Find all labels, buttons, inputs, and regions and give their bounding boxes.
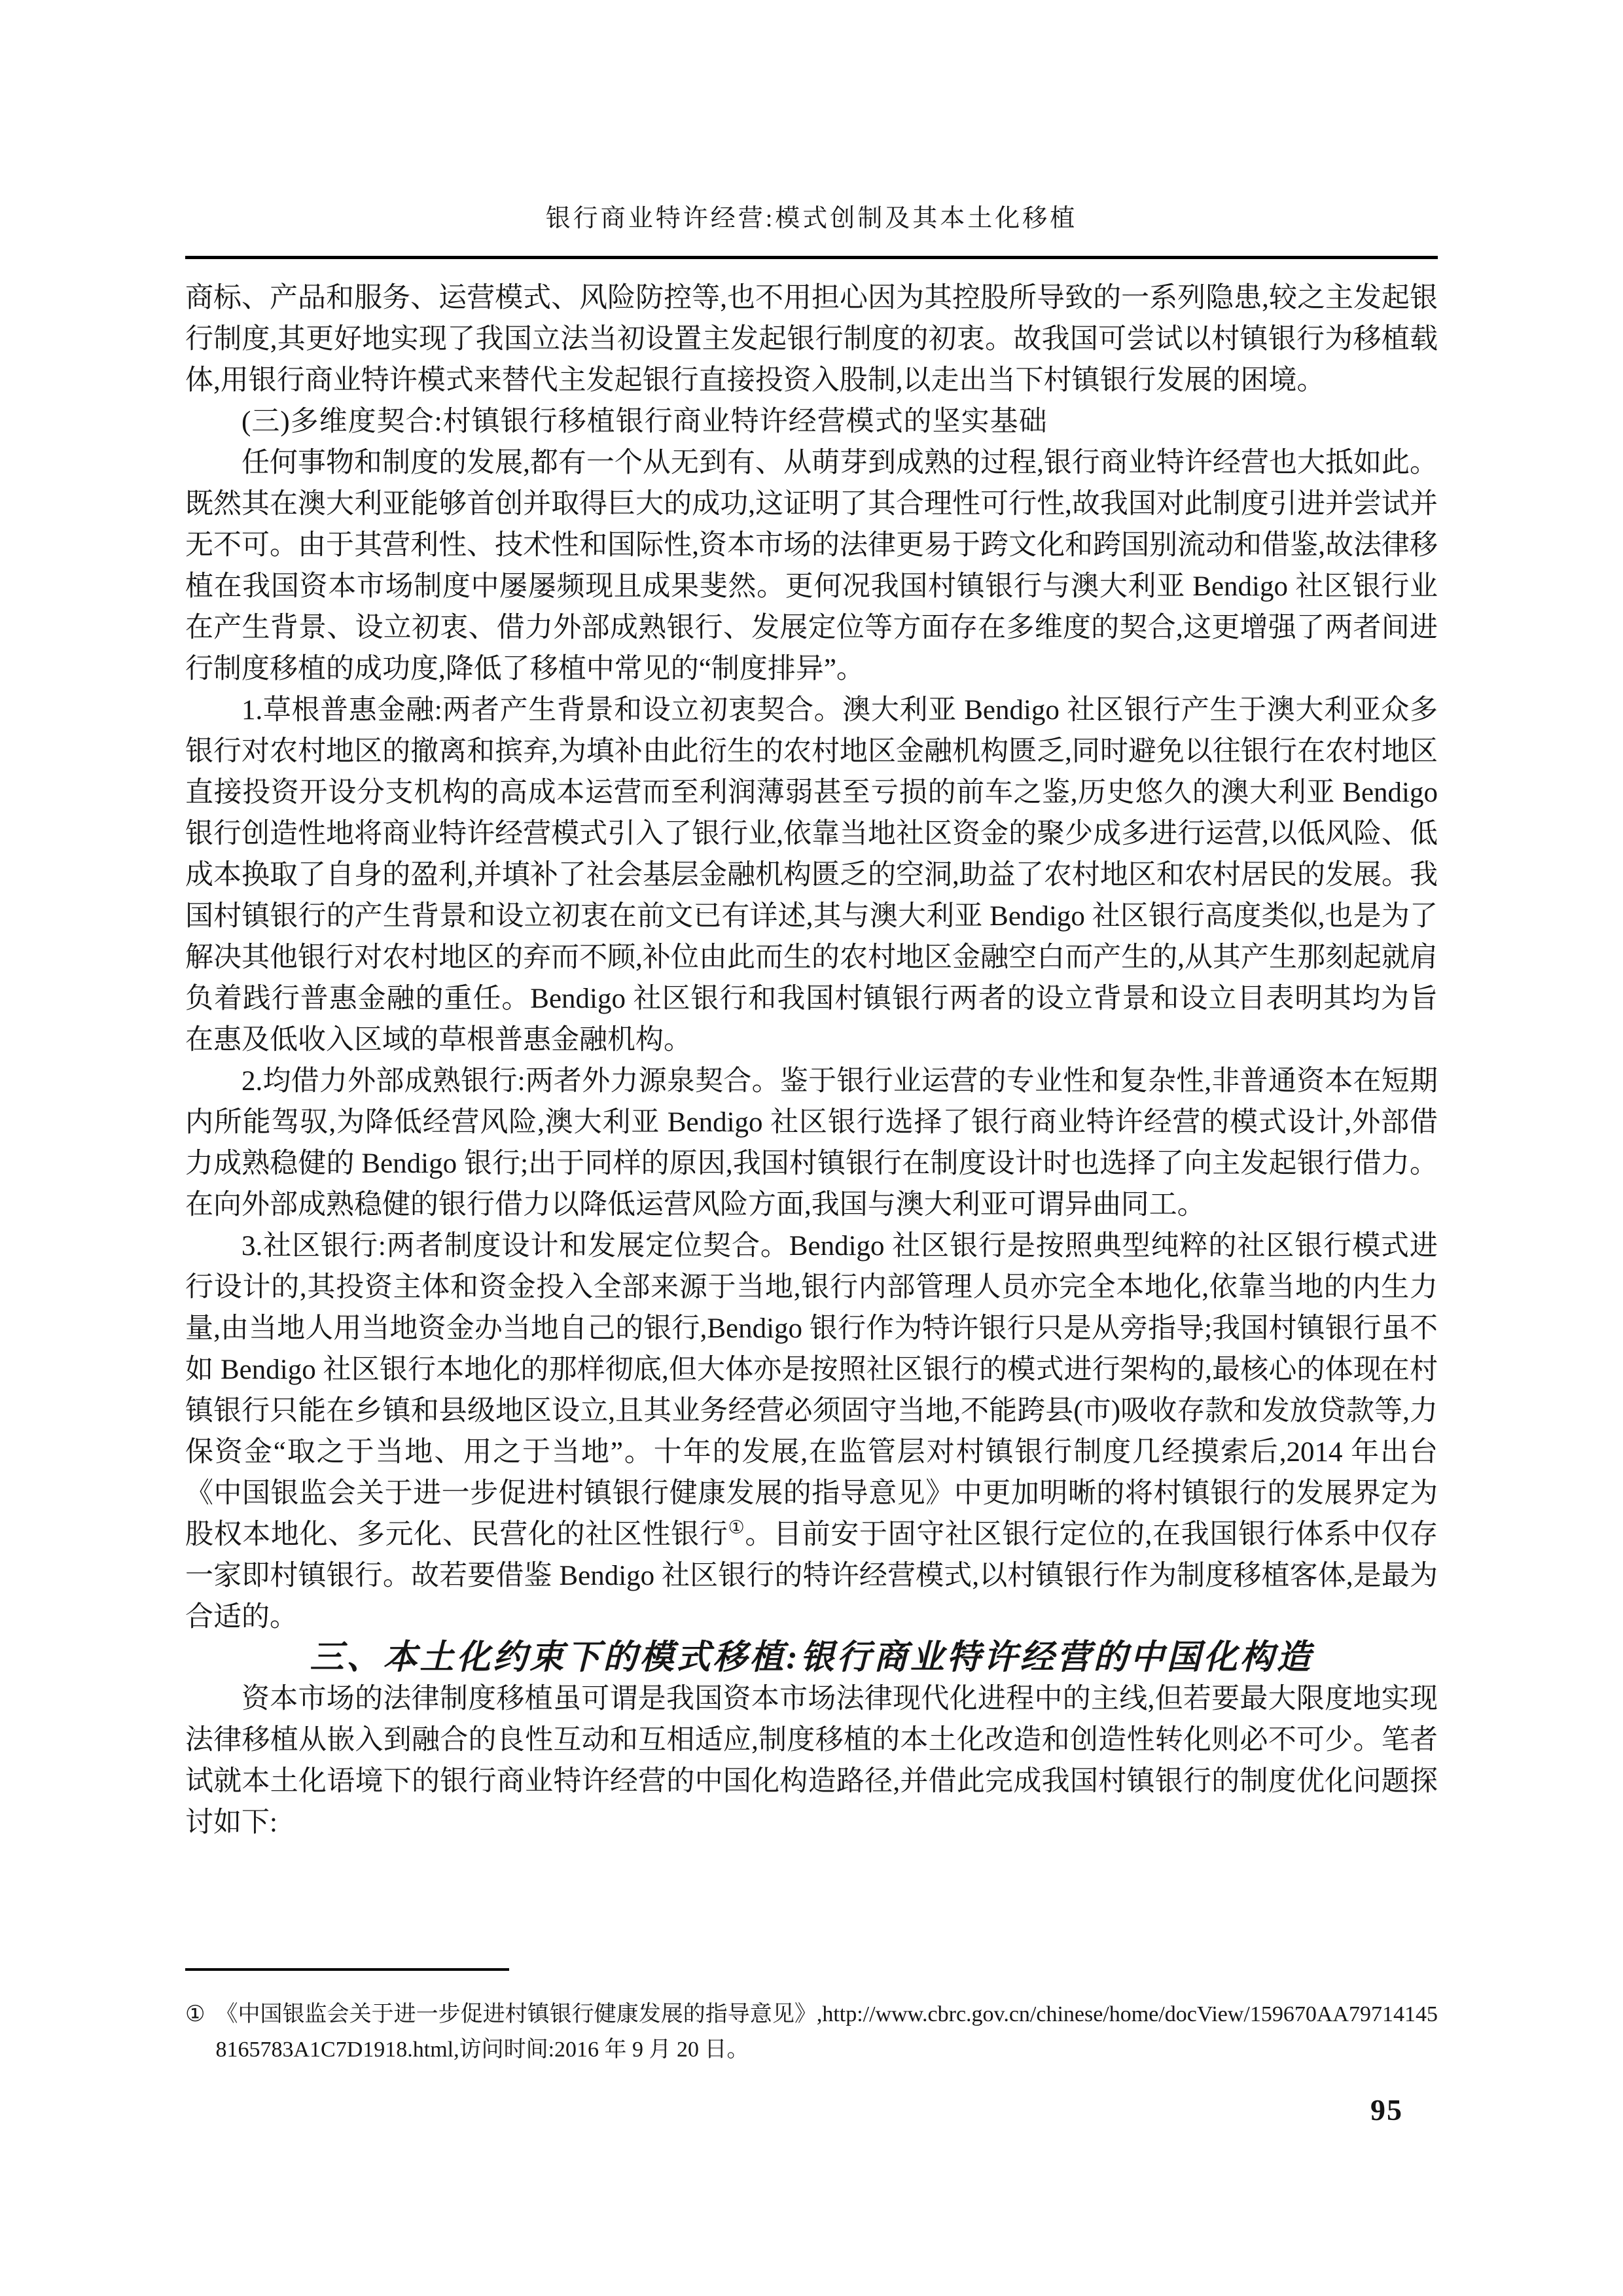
paragraph-point3-community-bank [185, 1226, 1438, 1638]
footnote-separator-rule [185, 1968, 509, 1971]
paragraph-point1-grassroots-finance: 1.草根普惠金融:两者产生背景和设立初衷契合。澳大利亚 Bendigo 社区银行产生于澳大利亚众多银行对农村地区的撤离和摈弃,为填补由此衍生的农村地区金融机构匮乏,同时避免以往银行在农村地区直接投资开设分支机构的高成本运营而至利润薄弱甚至亏损的前车之鉴,历史悠久的澳大利亚 Bendigo 银行创造性地将商业特许经营模式引入了银行业,依靠当地社区资金的聚少成多进行运营,以低风险、低成本换取了自身的盈利,并填补了社会基层金融机构匮乏的空洞,助益了农村地区和农村居民的发展。我国村镇银行的产生背景和设立初衷在前文已有详述,其与澳大利亚 Bendigo 社区银行高度类似,也是为了解决其他银行对农村地区的弃而不顾,补位由此而生的农村地区金融空白而产生的,从其产生那刻起就肩负着践行普惠金融的重任。Bendigo 社区银行和我国村镇银行两者的设立背景和设立目表明其均为旨在惠及低收入区域的草根普惠金融机构。 [185, 695, 1438, 1055]
paragraph-point2-external-banks: 2.均借力外部成熟银行:两者外力源泉契合。鉴于银行业运营的专业性和复杂性,非普通资本在短期内所能驾驭,为降低经营风险,澳大利亚 Bendigo 社区银行选择了银行商业特许经营的模式设计,外部借力成熟稳健的 Bendigo 银行;出于同样的原因,我国村镇银行在制度设计时也选择了向主发起银行借力。在向外部成熟稳健的银行借力以降低运营风险方面,我国与澳大利亚可谓异曲同工。 [185, 1066, 1438, 1220]
paragraph-continuation: 商标、产品和服务、运营模式、风险防控等,也不用担心因为其控股所导致的一系列隐患,较之主发起银行制度,其更好地实现了我国立法当初设置主发起银行制度的初衷。故我国可尝试以村镇银行为移植载体,用银行商业特许模式来替代主发起银行直接投资入股制,以走出当下村镇银行发展的困境。 [185, 283, 1438, 396]
footnote-text: 《中国银监会关于进一步促进村镇银行健康发展的指导意见》,http://www.cbrc.gov.cn/chinese/home/docView/159670AA797141458165783A1C7D1918.html,访问时间:2016 年 9 月 20 日。 [215, 2002, 1438, 2062]
running-head-title: 银行商业特许经营:模式创制及其本土化移植 [545, 205, 1078, 232]
paragraph-closing: 资本市场的法律制度移植虽可谓是我国资本市场法律现代化进程中的主线,但若要最大限度地实现法律移植从嵌入到融合的良性互动和互相适应,制度移植的本土化改造和创造性转化则必不可少。笔者试就本土化语境下的银行商业特许经营的中国化构造路径,并借此完成我国村镇银行的制度优化问题探讨如下: [185, 1684, 1438, 1838]
footnote-marker: ① [185, 2002, 205, 2026]
subsection-heading: (三)多维度契合:村镇银行移植银行商业特许经营模式的坚实基础 [241, 406, 1048, 437]
footnote-reference-mark: ① [728, 1517, 745, 1538]
header-rule [185, 256, 1438, 259]
point3-text-before-footnote: 3.社区银行:两者制度设计和发展定位契合。Bendigo 社区银行是按照典型纯粹的社区银行模式进行设计的,其投资主体和资金投入全部来源于当地,银行内部管理人员亦完全本地化,依靠当地的内生力量,由当地人用当地资金办当地自己的银行,Bendigo 银行作为特许银行只是从旁指导;我国村镇银行虽不如 Bendigo 社区银行本地化的那样彻底,但大体亦是按照社区银行的模式进行架构的,最核心的体现在村镇银行只能在乡镇和县级地区设立,且其业务经营必须固守当地,不能跨县(市)吸收存款和发放贷款等,力保资金“取之于当地、用之于当地”。十年的发展,在监管层对村镇银行制度几经摸索后,2014 年出台《中国银监会关于进一步促进村镇银行健康发展的指导意见》中更加明晰的将村镇银行的发展界定为股权本地化、多元化、民营化的社区性银行 [185, 1231, 1438, 1550]
section-heading: 三、本土化约束下的模式移植:银行商业特许经营的中国化构造 [310, 1639, 1313, 1676]
footnote [185, 1997, 1438, 2068]
page-number: 95 [1370, 2093, 1403, 2127]
point3-text-after-footnote: 。目前安于固守社区银行定位的,在我国银行体系中仅存一家即村镇银行。故若要借鉴 Bendigo 社区银行的特许经营模式,以村镇银行作为制度移植客体,是最为合适的。 [185, 1519, 1438, 1633]
paragraph-fit-overview: 任何事物和制度的发展,都有一个从无到有、从萌芽到成熟的过程,银行商业特许经营也大抵如此。既然其在澳大利亚能够首创并取得巨大的成功,这证明了其合理性可行性,故我国对此制度引进并尝试并无不可。由于其营利性、技术性和国际性,资本市场的法律更易于跨文化和跨国别流动和借鉴,故法律移植在我国资本市场制度中屡屡频现且成果斐然。更何况我国村镇银行与澳大利亚 Bendigo 社区银行业在产生背景、设立初衷、借力外部成熟银行、发展定位等方面存在多维度的契合,这更增强了两者间进行制度移植的成功度,降低了移植中常见的“制度排异”。 [185, 448, 1438, 684]
article-body [185, 277, 1438, 1843]
